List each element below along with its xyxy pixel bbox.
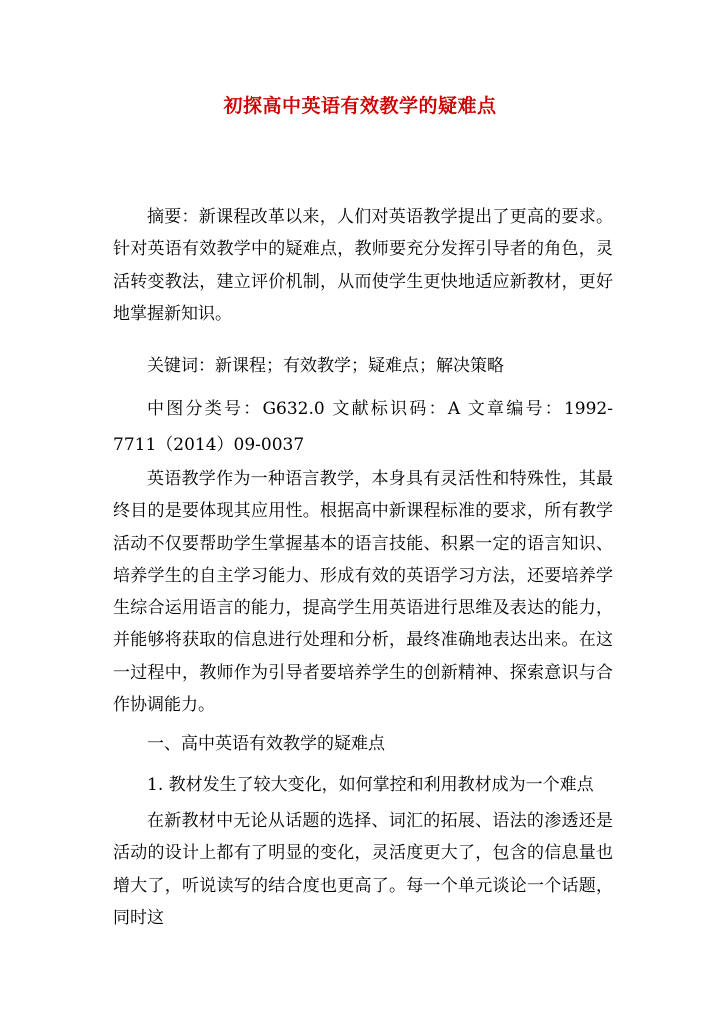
sub-heading: 1. 教材发生了较大变化，如何掌控和利用教材成为一个难点 — [147, 775, 594, 795]
document-title: 初探高中英语有效教学的疑难点 — [223, 95, 497, 117]
section-heading: 一、高中英语有效教学的疑难点 — [147, 734, 385, 754]
content-paragraph: 在新教材中无论从话题的选择、词汇的拓展、语法的渗透还是活动的设计上都有了明显的变化，灵活度更大了，包含的信息量也增大了，听说读写的结合度也更高了。每一个单元谈论一个话题，同时这 — [113, 811, 613, 928]
abstract-paragraph: 摘要：新课程改革以来，人们对英语教学提出了更高的要求。针对英语有效教学中的疑难点，教师要充分发挥引导者的角色，灵活转变教法，建立评价机制，从而使学生更快地适应新教材，更好地掌握新知识。 — [113, 207, 613, 324]
classification-line: 中图分类号：G632.0 文献标识码：A 文章编号：1992-7711（2014）09-0037 — [113, 399, 613, 455]
keywords-line: 关键词：新课程；有效教学；疑难点；解决策略 — [147, 356, 504, 376]
intro-paragraph: 英语教学作为一种语言教学，本身具有灵活性和特殊性，其最终目的是要体现其应用性。根据高中新课程标准的要求，所有教学活动不仅要帮助学生掌握基本的语言技能、积累一定的语言知识、培养学生的自主学习能力、形成有效的英语学习方法，还要培养学生综合运用语言的能力，提高学生用英语进行思维及表达的能力，并能够将获取的信息进行处理和分析，最终准确地表达出来。在这一过程中，教师作为引导者要培养学生的创新精神、探索意识与合作协调能力。 — [113, 469, 613, 716]
